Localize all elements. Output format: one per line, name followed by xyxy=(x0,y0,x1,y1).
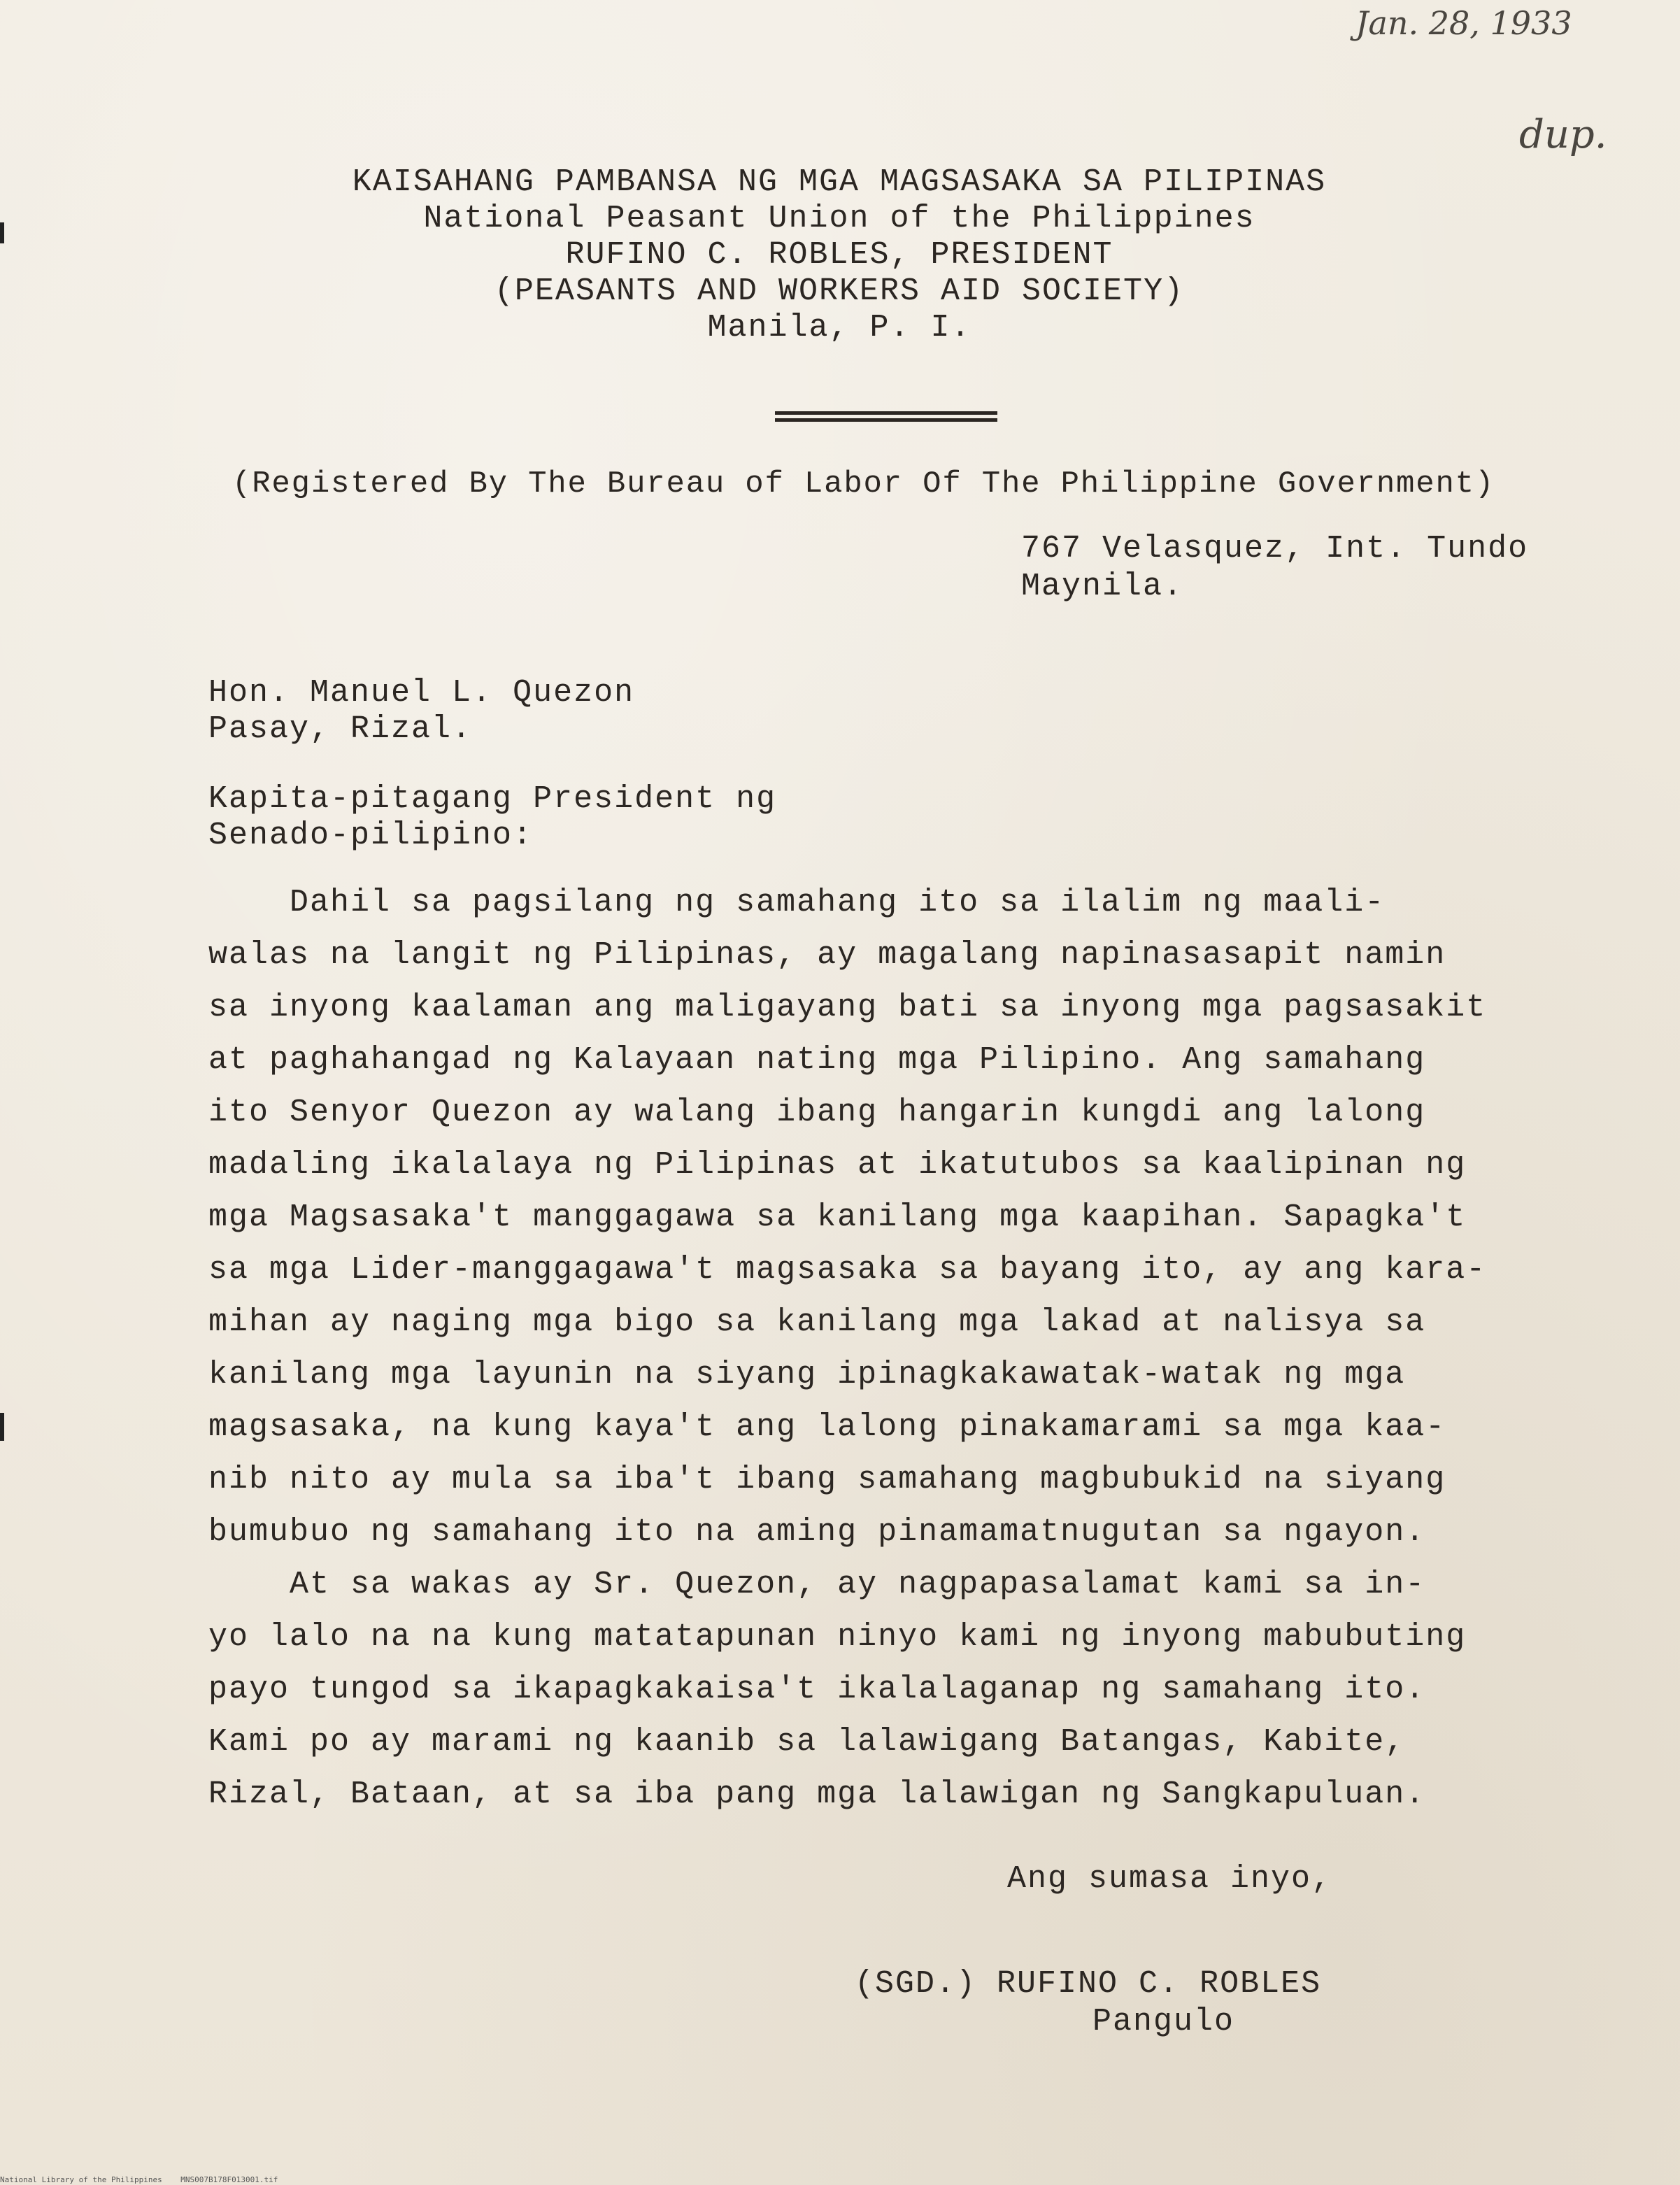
signatory-title: Pangulo xyxy=(1092,2004,1235,2040)
archive-name: National Library of the Philippines xyxy=(0,2175,162,2184)
body-line: sa mga Lider-manggagawa't magsasaka sa bayang ito, ay ang kara- xyxy=(208,1252,1487,1288)
registration-note: (Registered By The Bureau of Labor Of The Philippine Government) xyxy=(232,467,1495,501)
handwritten-note: dup. xyxy=(1519,112,1607,157)
body-line: At sa wakas ay Sr. Quezon, ay nagpapasalamat kami sa in- xyxy=(208,1567,1426,1602)
body-line: mihan ay naging mga bigo sa kanilang mga lakad at nalisya sa xyxy=(208,1304,1426,1340)
body-line: nib nito ay mula sa iba't ibang samahang magbubukid na siyang xyxy=(208,1462,1446,1497)
valediction: Ang sumasa inyo, xyxy=(1007,1861,1332,1897)
letterhead-org-english: National Peasant Union of the Philippines xyxy=(423,201,1255,236)
body-line: payo tungod sa ikapagkakaisa't ikalalaganap ng samahang ito. xyxy=(208,1672,1426,1707)
body-line: Kami po ay marami ng kaanib sa lalawigang Batangas, Kabite, xyxy=(208,1724,1406,1760)
body-line: kanilang mga layunin na siyang ipinagkakawatak-watak ng mga xyxy=(208,1357,1406,1393)
body-line: at paghahangad ng Kalayaan nating mga Pilipino. Ang samahang xyxy=(208,1042,1426,1078)
letterhead-org-name: KAISAHANG PAMBANSA NG MGA MAGSASAKA SA PILIPINAS xyxy=(352,164,1327,200)
archive-footer xyxy=(0,2175,278,2184)
recipient-address: Pasay, Rizal. xyxy=(208,711,473,747)
body-line: Rizal, Bataan, at sa iba pang mga lalawigan ng Sangkapuluan. xyxy=(208,1777,1426,1812)
body-line: yo lalo na na kung matatapunan ninyo kami ng inyong mabubuting xyxy=(208,1619,1467,1655)
body-line: ito Senyor Quezon ay walang ibang hangarin kungdi ang lalong xyxy=(208,1095,1426,1130)
body-line: madaling ikalalaya ng Pilipinas at ikatutubos sa kaalipinan ng xyxy=(208,1147,1467,1183)
body-line: bumubuo ng samahang ito na aming pinamamatnugutan sa ngayon. xyxy=(208,1514,1426,1550)
recipient-name: Hon. Manuel L. Quezon xyxy=(208,675,635,711)
binding-mark xyxy=(0,1413,4,1441)
handwritten-date: Jan. 28, 1933 xyxy=(1355,4,1572,42)
archive-file-id: MNS007B178F013001.tif xyxy=(180,2175,278,2184)
letterhead-city: Manila, P. I. xyxy=(707,310,971,346)
binding-mark xyxy=(0,222,4,243)
letterhead-divider xyxy=(775,411,997,415)
body-line: sa inyong kaalaman ang maligayang bati sa inyong mga pagsasakit xyxy=(208,990,1487,1025)
sender-address-line2: Maynila. xyxy=(1021,569,1184,604)
letterhead-president: RUFINO C. ROBLES, PRESIDENT xyxy=(565,237,1113,273)
letterhead-society: (PEASANTS AND WORKERS AID SOCIETY) xyxy=(494,273,1185,309)
sender-address-line1: 767 Velasquez, Int. Tundo xyxy=(1021,531,1529,567)
signature: (SGD.) RUFINO C. ROBLES xyxy=(855,1966,1322,2002)
body-line: walas na langit ng Pilipinas, ay magalang napinasasapit namin xyxy=(208,937,1446,973)
body-line: mga Magsasaka't manggagawa sa kanilang mga kaapihan. Sapagka't xyxy=(208,1200,1467,1235)
body-line: Dahil sa pagsilang ng samahang ito sa ilalim ng maali- xyxy=(208,885,1386,920)
salutation-line1: Kapita-pitagang President ng xyxy=(208,781,777,817)
letterhead-divider xyxy=(775,418,997,422)
body-line: magsasaka, na kung kaya't ang lalong pinakamarami sa mga kaa- xyxy=(208,1409,1446,1445)
salutation-line2: Senado-pilipino: xyxy=(208,818,534,853)
